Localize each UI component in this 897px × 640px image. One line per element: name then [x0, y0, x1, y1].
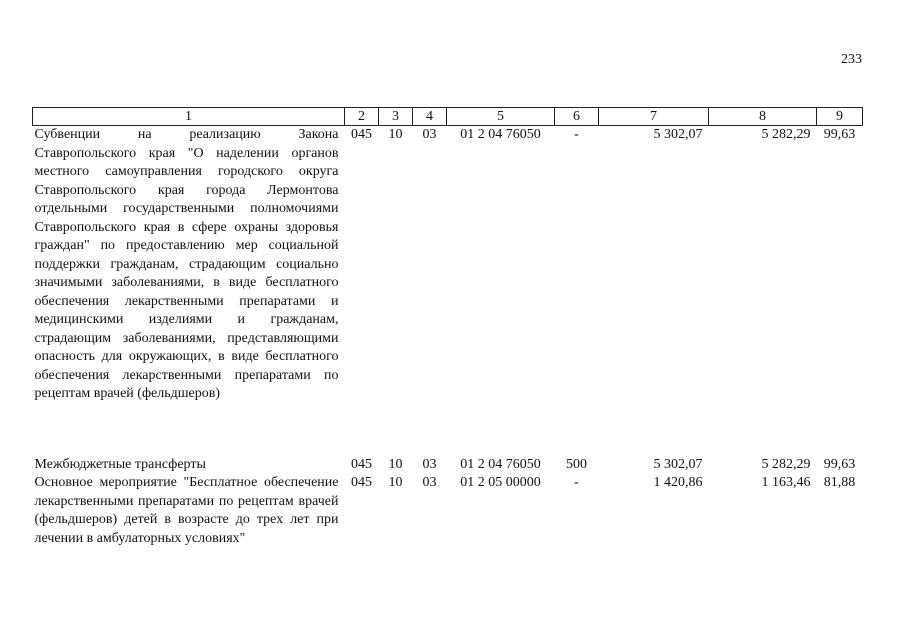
budget-table	[32, 107, 863, 548]
cell-col-3: 10	[388, 127, 403, 142]
cell-col-6: 500	[566, 456, 587, 472]
cell-col-9: 81,88	[823, 475, 856, 490]
cell-col-9: 99,63	[823, 456, 856, 472]
table-row	[33, 456, 863, 475]
header-row	[33, 108, 863, 126]
cell-col-2: 045	[351, 475, 372, 490]
cell-col-3: 10	[388, 456, 403, 472]
cell-col-2: 045	[351, 456, 372, 472]
cell-col-5: 01 2 05 00000	[460, 475, 541, 490]
header-col-8: 8	[709, 108, 817, 126]
cell-col-7: 5 302,07	[653, 456, 703, 472]
page-number: 233	[841, 52, 862, 67]
row-name-cell	[33, 474, 345, 548]
table-row	[33, 126, 863, 404]
table-row	[33, 474, 863, 548]
header-col-9: 9	[817, 108, 863, 126]
cell-col-8: 5 282,29	[761, 456, 811, 472]
cell-col-7: 5 302,07	[653, 127, 703, 142]
cell-col-4: 03	[422, 456, 437, 472]
cell-col-4: 03	[422, 127, 437, 142]
header-col-4: 4	[413, 108, 447, 126]
row-name: Субвенции на реализацию Закона Ставропольского края "О наделении органов местного самоуправления городского округа Ставропольского края города Лермонтова отдельными государственными полномочиями Ставропольского края в сфере охраны здоровья граждан" по предоставлению мер социальной поддержки гражданам, страдающим социально значимыми заболеваниями, в виде бесплатного обеспечения лекарственными препаратами и медицинскими изделиями и гражданам, страдающим заболеваниями, представляющими опасность для окружающих, в виде бесплатного обеспечения лекарственными препаратами по рецептам врачей (фельдшеров)	[34, 127, 339, 401]
cell-col-6: -	[574, 475, 579, 490]
header-col-1: 1	[33, 108, 345, 126]
spacer-row	[33, 404, 863, 456]
header-col-3: 3	[379, 108, 413, 126]
cell-col-3: 10	[388, 475, 403, 490]
cell-col-4: 03	[422, 475, 437, 490]
cell-col-5: 01 2 04 76050	[460, 127, 541, 142]
header-col-7: 7	[599, 108, 709, 126]
row-name-cell	[33, 126, 345, 404]
cell-col-7: 1 420,86	[653, 475, 703, 490]
row-name: Межбюджетные трансферты	[34, 456, 206, 472]
cell-col-6: -	[574, 127, 579, 142]
header-col-6: 6	[555, 108, 599, 126]
header-col-5: 5	[447, 108, 555, 126]
row-name: Основное мероприятие "Бесплатное обеспечение лекарственными препаратами по рецептам врачей (фельдшеров) детей в возрасте до трех лет при лечении в амбулаторных условиях"	[34, 475, 339, 546]
cell-col-5: 01 2 04 76050	[460, 456, 541, 472]
cell-col-8: 1 163,46	[761, 475, 811, 490]
header-col-2: 2	[345, 108, 379, 126]
row-name-cell	[33, 456, 345, 475]
cell-col-2: 045	[351, 127, 372, 142]
cell-col-9: 99,63	[823, 127, 856, 142]
cell-col-8: 5 282,29	[761, 127, 811, 142]
